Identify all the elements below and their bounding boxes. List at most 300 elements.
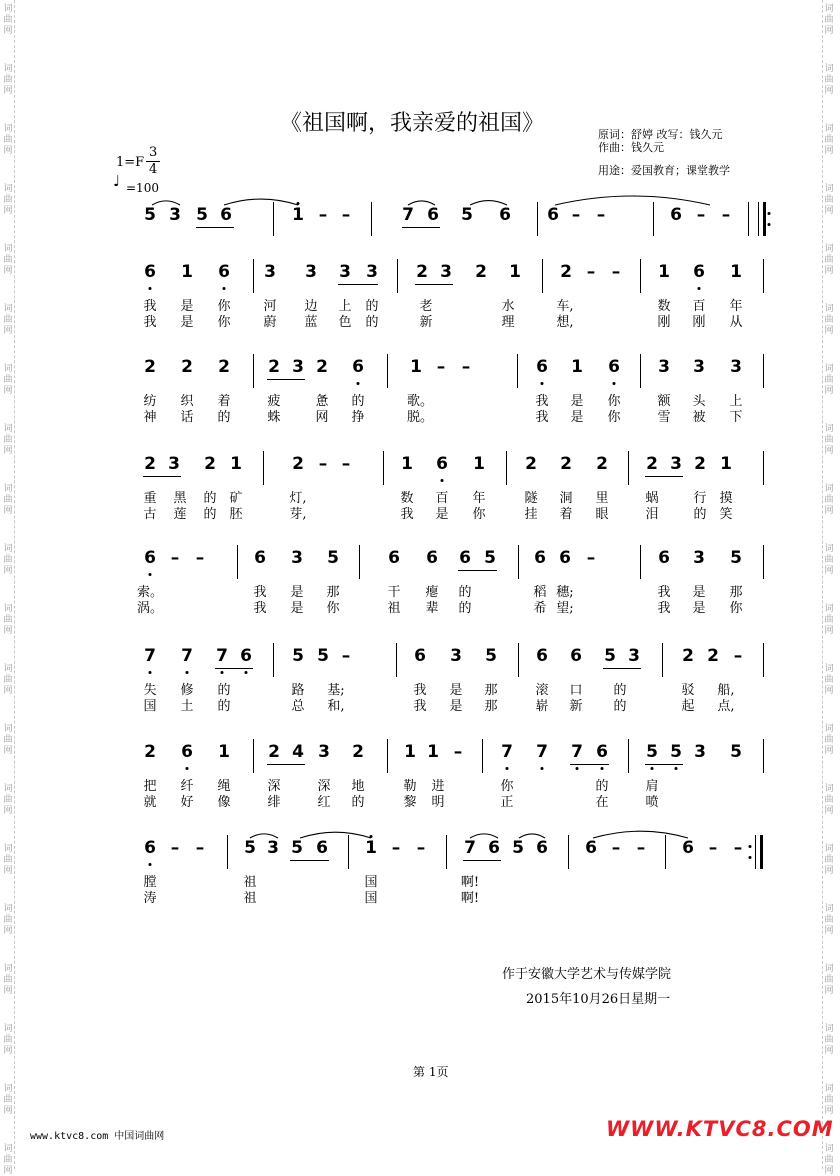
lyric-syllable: 明 xyxy=(431,795,445,810)
side-watermark-char: 词 xyxy=(3,124,13,134)
note-digit: 6 xyxy=(220,205,232,225)
lyric-syllable: 上 xyxy=(338,299,352,314)
barline xyxy=(763,451,764,485)
low-octave-dot xyxy=(221,671,224,674)
barline xyxy=(253,739,254,773)
lyric-syllable: 胚 xyxy=(229,507,243,522)
lyric-syllable: 是 xyxy=(290,585,304,600)
eighth-note-underline xyxy=(267,379,305,380)
lyric-syllable: 的 xyxy=(365,299,379,314)
lyric-syllable: 干 xyxy=(387,585,401,600)
lyric-syllable: 的 xyxy=(217,410,231,425)
lyric-syllable: 莲 xyxy=(173,507,187,522)
lyric-syllable: 国 xyxy=(364,891,378,906)
note-digit: 6 xyxy=(316,838,328,858)
side-watermark-char: 网 xyxy=(824,86,834,96)
side-watermark-char: 网 xyxy=(824,26,834,36)
note-dash: – xyxy=(341,646,351,666)
note-digit: 6 xyxy=(218,262,230,282)
note-digit: 5 xyxy=(512,838,524,858)
lyric-syllable: 疲 xyxy=(267,394,281,409)
barline xyxy=(542,259,543,293)
lyric-syllable: 把 xyxy=(143,779,157,794)
side-watermark-char: 曲 xyxy=(824,1155,834,1165)
lyrics-credit: 原词：舒婷 改写：钱久元 xyxy=(598,128,723,141)
slur xyxy=(224,199,298,205)
low-octave-dot xyxy=(675,767,678,770)
note-digit: 3 xyxy=(693,357,705,377)
side-watermark-char: 曲 xyxy=(824,855,834,865)
barline xyxy=(482,739,483,773)
lyric-syllable: 我 xyxy=(535,394,549,409)
lyric-syllable: 膛 xyxy=(143,875,157,890)
note-digit: 6 xyxy=(352,357,364,377)
lyric-syllable: 你 xyxy=(217,315,231,330)
side-watermark-char: 网 xyxy=(3,326,13,336)
lyric-syllable: 索。 xyxy=(136,585,164,600)
lyric-syllable: 绳 xyxy=(217,779,231,794)
eighth-note-underline xyxy=(645,476,683,477)
eighth-note-underline xyxy=(645,764,683,765)
barline xyxy=(640,545,641,579)
lyric-syllable: 纺 xyxy=(143,394,157,409)
side-watermark-char: 词 xyxy=(3,844,13,854)
lyric-syllable: 的 xyxy=(458,601,472,616)
note-digit: 2 xyxy=(352,742,364,762)
lyric-syllable: 水 xyxy=(501,299,515,314)
lyric-syllable: 是 xyxy=(570,410,584,425)
slur-layer xyxy=(140,836,780,846)
side-watermark-char: 曲 xyxy=(3,435,13,445)
note-digit: 3 xyxy=(694,742,706,762)
side-watermark-char: 词 xyxy=(824,424,834,434)
lyric-syllable: 灯, xyxy=(289,491,307,506)
side-watermark-char: 曲 xyxy=(824,495,834,505)
lyric-syllable: 古 xyxy=(143,507,157,522)
note-dash: – xyxy=(571,205,581,225)
lyric-syllable: 边 xyxy=(304,299,318,314)
lyric-syllable: 和, xyxy=(327,699,345,714)
side-watermark-char: 词 xyxy=(824,904,834,914)
barline xyxy=(383,451,384,485)
note-digit: 2 xyxy=(646,454,658,474)
note-digit: 3 xyxy=(292,357,304,377)
note-dash: – xyxy=(461,357,471,377)
note-digit: 5 xyxy=(144,205,156,225)
note-digit: 2 xyxy=(181,357,193,377)
repeat-dot xyxy=(768,223,771,226)
side-watermark-char: 曲 xyxy=(824,315,834,325)
note-digit: 6 xyxy=(459,548,471,568)
lyric-syllable: 的 xyxy=(365,315,379,330)
note-digit: 2 xyxy=(475,262,487,282)
side-watermark-char: 词 xyxy=(3,484,13,494)
low-octave-dot xyxy=(186,671,189,674)
side-watermark-char: 网 xyxy=(824,626,834,636)
side-watermark-char: 曲 xyxy=(3,555,13,565)
side-watermark-char: 词 xyxy=(3,424,13,434)
side-watermark-char: 曲 xyxy=(3,195,13,205)
side-watermark-char: 网 xyxy=(3,86,13,96)
lyric-syllable: 啊! xyxy=(460,875,480,890)
low-octave-dot xyxy=(541,382,544,385)
lyric-syllable: 眼 xyxy=(595,507,609,522)
low-octave-dot xyxy=(149,863,152,866)
side-watermark-char: 网 xyxy=(3,1106,13,1116)
note-dash: – xyxy=(195,548,205,568)
note-digit: 6 xyxy=(427,205,439,225)
note-digit: 4 xyxy=(292,742,304,762)
lyric-syllable: 雪 xyxy=(657,410,671,425)
lyric-syllable: 国 xyxy=(364,875,378,890)
barline xyxy=(518,643,519,677)
lyric-syllable: 你 xyxy=(326,601,340,616)
lyric-syllable: 船, xyxy=(717,683,735,698)
note-digit: 1 xyxy=(730,262,742,282)
site-link-left[interactable]: www.ktvc8.com 中国词曲网 xyxy=(30,1131,165,1142)
side-watermark-char: 词 xyxy=(824,304,834,314)
note-digit: 5 xyxy=(604,646,616,666)
note-digit: 5 xyxy=(670,742,682,762)
barline xyxy=(387,354,388,388)
note-digit: 6 xyxy=(596,742,608,762)
lyric-syllable: 望; xyxy=(556,601,574,616)
note-digit: 6 xyxy=(181,742,193,762)
barline xyxy=(359,545,360,579)
note-dash: – xyxy=(611,838,621,858)
side-watermark-char: 曲 xyxy=(3,1035,13,1045)
lyric-syllable: 辈 xyxy=(425,601,439,616)
side-watermark-char: 词 xyxy=(824,244,834,254)
note-digit: 1 xyxy=(410,357,422,377)
barline xyxy=(396,643,397,677)
eighth-note-underline xyxy=(215,668,253,669)
slur xyxy=(519,834,545,838)
time-signature-top: 3 xyxy=(149,145,158,160)
side-watermark-char: 曲 xyxy=(3,1155,13,1165)
lyric-syllable: 那 xyxy=(484,683,498,698)
note-digit: 1 xyxy=(401,454,413,474)
lyric-syllable: 是 xyxy=(435,507,449,522)
note-digit: 6 xyxy=(570,646,582,666)
lyric-syllable: 上 xyxy=(729,394,743,409)
lyric-syllable: 洞 xyxy=(559,491,573,506)
eighth-note-underline xyxy=(570,764,609,765)
note-digit: 6 xyxy=(658,548,670,568)
note-digit: 3 xyxy=(628,646,640,666)
side-watermark-char: 曲 xyxy=(3,735,13,745)
side-watermark-char: 曲 xyxy=(3,255,13,265)
side-watermark-char: 曲 xyxy=(824,195,834,205)
note-digit: 3 xyxy=(169,205,181,225)
side-watermark-char: 曲 xyxy=(824,1095,834,1105)
side-watermark-char: 网 xyxy=(3,866,13,876)
note-digit: 2 xyxy=(144,454,156,474)
lyric-syllable: 歌。 xyxy=(406,394,434,409)
lyric-syllable: 崭 xyxy=(535,699,549,714)
lyric-syllable: 的 xyxy=(203,491,217,506)
eighth-note-underline xyxy=(143,476,181,477)
side-watermark-char: 词 xyxy=(824,604,834,614)
lyric-syllable: 绯 xyxy=(267,795,281,810)
barline xyxy=(253,259,254,293)
low-octave-dot xyxy=(186,767,189,770)
low-octave-dot xyxy=(149,287,152,290)
side-watermark-char: 网 xyxy=(824,686,834,696)
side-watermark-char: 词 xyxy=(824,964,834,974)
side-watermark-char: 词 xyxy=(824,1144,834,1154)
note-digit: 5 xyxy=(730,742,742,762)
side-watermark-char: 网 xyxy=(3,146,13,156)
note-digit: 5 xyxy=(292,646,304,666)
side-watermark-char: 曲 xyxy=(3,495,13,505)
lyric-syllable: 挣 xyxy=(351,410,365,425)
note-digit: 6 xyxy=(254,548,266,568)
lyric-syllable: 的 xyxy=(203,507,217,522)
note-digit: 3 xyxy=(339,262,351,282)
lyric-syllable: 年 xyxy=(729,299,743,314)
side-watermark-char: 曲 xyxy=(824,1035,834,1045)
lyric-syllable: 失 xyxy=(143,683,157,698)
eighth-note-underline xyxy=(267,764,305,765)
score-row xyxy=(140,740,780,810)
side-watermark-char: 词 xyxy=(824,184,834,194)
note-digit: 1 xyxy=(658,262,670,282)
side-watermark-char: 网 xyxy=(824,1106,834,1116)
slur-layer xyxy=(140,203,780,213)
lyric-syllable: 你 xyxy=(500,779,514,794)
side-watermark-char: 词 xyxy=(3,784,13,794)
barline xyxy=(506,451,507,485)
side-watermark-char: 词 xyxy=(3,724,13,734)
lyric-syllable: 的 xyxy=(217,699,231,714)
side-watermark-char: 曲 xyxy=(3,15,13,25)
side-watermark-char: 网 xyxy=(824,986,834,996)
purpose-credit: 用途：爱国教育；课堂教学 xyxy=(598,164,730,177)
composition-date: 2015年10月26日星期一 xyxy=(526,992,671,1007)
score-row xyxy=(140,644,780,714)
lyric-syllable: 色 xyxy=(338,315,352,330)
note-digit: 1 xyxy=(181,262,193,282)
note-digit: 7 xyxy=(536,742,548,762)
note-digit: 6 xyxy=(559,548,571,568)
barline xyxy=(640,354,641,388)
low-octave-dot xyxy=(651,767,654,770)
barline xyxy=(263,451,264,485)
side-watermark-char: 曲 xyxy=(824,435,834,445)
lyric-syllable: 我 xyxy=(413,683,427,698)
lyric-syllable: 被 xyxy=(692,410,706,425)
lyric-syllable: 国 xyxy=(143,699,157,714)
lyric-syllable: 驳 xyxy=(681,683,695,698)
side-watermark-char: 曲 xyxy=(824,735,834,745)
lyric-syllable: 年 xyxy=(472,491,486,506)
lyric-syllable: 我 xyxy=(143,315,157,330)
lyric-syllable: 基; xyxy=(327,683,345,698)
low-octave-dot xyxy=(541,767,544,770)
lyric-syllable: 是 xyxy=(180,315,194,330)
note-digit: 3 xyxy=(168,454,180,474)
note-dash: – xyxy=(170,548,180,568)
lyric-syllable: 路 xyxy=(291,683,305,698)
lyric-syllable: 从 xyxy=(729,315,743,330)
lyric-syllable: 是 xyxy=(692,585,706,600)
note-digit: 6 xyxy=(536,838,548,858)
lyric-syllable: 就 xyxy=(143,795,157,810)
lyric-syllable: 滚 xyxy=(535,683,549,698)
lyric-syllable: 头 xyxy=(692,394,706,409)
note-digit: 5 xyxy=(291,838,303,858)
side-watermark-char: 词 xyxy=(3,1084,13,1094)
note-dash: – xyxy=(636,838,646,858)
lyric-syllable: 祖 xyxy=(387,601,401,616)
lyric-syllable: 新 xyxy=(569,699,583,714)
eighth-note-underline xyxy=(463,860,501,861)
side-watermark-char: 词 xyxy=(3,1144,13,1154)
lyric-syllable: 总 xyxy=(291,699,305,714)
side-watermark-char: 曲 xyxy=(3,1095,13,1105)
side-watermark-char: 网 xyxy=(824,326,834,336)
side-watermark-char: 曲 xyxy=(3,135,13,145)
note-dash: – xyxy=(436,357,446,377)
music-credit: 作曲：钱久元 xyxy=(598,141,664,154)
barline xyxy=(628,739,629,773)
side-watermark-char: 网 xyxy=(3,566,13,576)
note-digit: 6 xyxy=(608,357,620,377)
low-octave-dot xyxy=(245,671,248,674)
lyric-syllable: 是 xyxy=(290,601,304,616)
note-digit: 2 xyxy=(596,454,608,474)
score-row xyxy=(140,203,780,233)
lyric-syllable: 涡。 xyxy=(136,601,164,616)
side-watermark-char: 曲 xyxy=(3,855,13,865)
lyric-syllable: 脱。 xyxy=(406,410,434,425)
note-digit: 3 xyxy=(318,742,330,762)
side-watermark-char: 网 xyxy=(3,626,13,636)
side-watermark-char: 曲 xyxy=(3,315,13,325)
note-dash: – xyxy=(696,205,706,225)
note-digit: 6 xyxy=(536,357,548,377)
note-digit: 2 xyxy=(560,262,572,282)
barline xyxy=(397,259,398,293)
note-digit: 3 xyxy=(440,262,452,282)
side-watermark-char: 曲 xyxy=(3,915,13,925)
side-watermark-char: 词 xyxy=(824,1024,834,1034)
lyric-syllable: 的 xyxy=(613,699,627,714)
side-watermark-char: 曲 xyxy=(824,555,834,565)
note-digit: 7 xyxy=(181,646,193,666)
lyric-syllable: 的 xyxy=(351,394,365,409)
lyric-syllable: 修 xyxy=(180,683,194,698)
note-digit: 7 xyxy=(571,742,583,762)
note-digit: 2 xyxy=(694,454,706,474)
lyric-syllable: 的 xyxy=(595,779,609,794)
lyric-syllable: 的 xyxy=(351,795,365,810)
lyric-syllable: 那 xyxy=(484,699,498,714)
lyric-syllable: 新 xyxy=(419,315,433,330)
lyric-syllable: 稻 xyxy=(533,585,547,600)
low-octave-dot xyxy=(601,767,604,770)
lyric-syllable: 我 xyxy=(535,410,549,425)
note-digit: 5 xyxy=(327,548,339,568)
barline xyxy=(517,354,518,388)
lyric-syllable: 口 xyxy=(569,683,583,698)
note-digit: 6 xyxy=(388,548,400,568)
barline xyxy=(763,354,764,388)
page-number: 第 1页 xyxy=(413,1065,449,1079)
side-watermark-char: 词 xyxy=(3,4,13,14)
side-watermark-char: 词 xyxy=(3,544,13,554)
lyric-syllable: 百 xyxy=(435,491,449,506)
note-digit: 3 xyxy=(658,357,670,377)
barline xyxy=(237,545,238,579)
note-digit: 6 xyxy=(499,205,511,225)
lyric-syllable: 蛛 xyxy=(267,410,281,425)
side-watermark-char: 网 xyxy=(3,686,13,696)
note-digit: 2 xyxy=(416,262,428,282)
note-dash: – xyxy=(318,454,328,474)
eighth-note-underline xyxy=(603,668,641,669)
note-dash: – xyxy=(596,205,606,225)
side-watermark-char: 网 xyxy=(3,266,13,276)
note-digit: 2 xyxy=(204,454,216,474)
eighth-note-underline xyxy=(196,227,234,228)
lyric-syllable: 的 xyxy=(613,683,627,698)
side-watermark-char: 词 xyxy=(3,604,13,614)
side-watermark-char: 网 xyxy=(3,26,13,36)
note-digit: 2 xyxy=(292,454,304,474)
side-watermark-char: 曲 xyxy=(824,915,834,925)
note-digit: 5 xyxy=(317,646,329,666)
lyric-syllable: 重 xyxy=(143,491,157,506)
lyric-syllable: 织 xyxy=(180,394,194,409)
note-dash: – xyxy=(453,742,463,762)
note-dash: – xyxy=(611,262,621,282)
score-row xyxy=(140,355,780,425)
lyric-syllable: 深 xyxy=(317,779,331,794)
lyric-syllable: 那 xyxy=(729,585,743,600)
note-digit: 5 xyxy=(730,548,742,568)
lyric-syllable: 起 xyxy=(681,699,695,714)
lyric-syllable: 你 xyxy=(607,410,621,425)
side-watermark-char: 网 xyxy=(3,986,13,996)
lyric-syllable: 深 xyxy=(267,779,281,794)
side-watermark-char: 网 xyxy=(3,926,13,936)
lyric-syllable: 话 xyxy=(180,410,194,425)
lyric-syllable: 网 xyxy=(315,410,329,425)
lyric-syllable: 百 xyxy=(692,299,706,314)
note-digit: 3 xyxy=(693,548,705,568)
note-digit: 2 xyxy=(218,357,230,377)
side-watermark-char: 词 xyxy=(824,64,834,74)
key-signature: 1=F xyxy=(116,155,145,170)
side-watermark-char: 网 xyxy=(824,566,834,576)
lyric-syllable: 惫 xyxy=(315,394,329,409)
note-digit: 6 xyxy=(144,262,156,282)
slur xyxy=(470,201,507,205)
side-watermark-char: 词 xyxy=(824,364,834,374)
lyric-syllable: 蔚 xyxy=(263,315,277,330)
note-digit: 2 xyxy=(682,646,694,666)
note-digit: 3 xyxy=(670,454,682,474)
site-logo-right[interactable]: WWW.KTVC8.COM xyxy=(606,1117,834,1141)
slur xyxy=(555,196,710,205)
side-watermark-char: 曲 xyxy=(824,255,834,265)
lyric-syllable: 是 xyxy=(449,683,463,698)
side-watermark-char: 词 xyxy=(3,364,13,374)
side-watermark-char: 曲 xyxy=(3,975,13,985)
lyric-syllable: 进 xyxy=(431,779,445,794)
